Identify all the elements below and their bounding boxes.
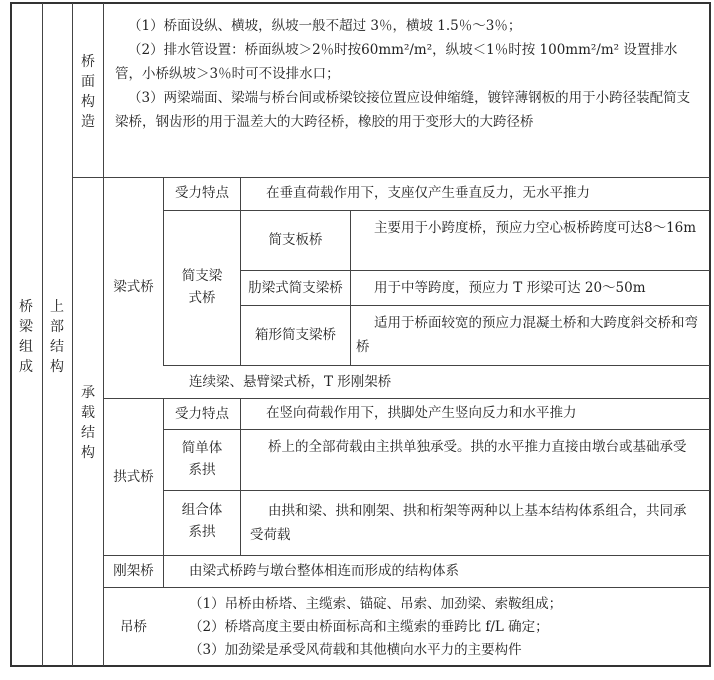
arch-force-text: 在竖向荷载作用下，拱脚处产生竖向反力和水平推力 <box>266 405 577 421</box>
grid-line <box>103 555 710 556</box>
grid-line <box>103 398 710 399</box>
grid-line <box>240 305 710 306</box>
bridge-deck-label: 桥面构造 <box>81 54 95 130</box>
suspension-item-2: （2）桥塔高度主要由桥面标高和主缆索的垂跨比 f/L 确定； <box>189 619 549 635</box>
grid-line <box>163 490 710 491</box>
simple-slab-label: 简支板桥 <box>268 232 323 248</box>
simple-arch-label: 简单体系拱 <box>181 440 223 478</box>
grid-line <box>163 210 710 211</box>
box-beam-label: 箱形简支梁桥 <box>255 327 336 343</box>
bridge-deck-item-1: （1）桥面设纵、横坡，纵坡一般不超过 3％，横坡 1.5％～3％； <box>128 18 522 34</box>
grid-line <box>240 270 710 271</box>
frame-bridge-text: 由梁式桥跨与墩台整体相连而形成的结构体系 <box>189 563 459 579</box>
superstructure-label: 上部结构 <box>50 299 64 375</box>
grid-line <box>163 555 164 587</box>
beam-bridge-label: 梁式桥 <box>113 279 154 295</box>
suspension-item-1: （1）吊桥由桥塔、主缆索、锚碇、吊索、加劲梁、索鞍组成； <box>189 596 563 612</box>
grid-line <box>163 429 710 430</box>
ribbed-beam-label: 肋梁式简支梁桥 <box>248 280 343 296</box>
grid-line <box>350 210 351 365</box>
suspension-item-3: （3）加劲梁是承受风荷载和其他横向水平力的主要构件 <box>189 642 522 658</box>
bridge-deck-item-2: （2）排水管设置：桥面纵坡＞2％时按60mm²/m²，纵坡＜1％时按 100mm²/m² 设置排水管，小桥纵坡＞3％时可不设排水口； <box>115 42 678 82</box>
combined-arch-label: 组合体系拱 <box>181 502 223 540</box>
beam-force-text: 在垂直荷载作用下，支座仅产生垂直反力，无水平推力 <box>266 185 590 201</box>
ribbed-beam-text: 用于中等跨度，预应力 T 形梁可达 20～50m <box>374 280 646 296</box>
combined-arch-text: 由拱和梁、拱和刚架、拱和桁架等两种以上基本结构体系组合，共同承受荷载 <box>250 503 687 543</box>
grid-line <box>163 177 164 365</box>
grid-line <box>163 365 710 366</box>
grid-line <box>72 177 710 178</box>
beam-force-label: 受力特点 <box>175 185 229 201</box>
box-beam-text: 适用于桥面较宽的预应力混凝土桥和大跨度斜交桥和弯桥 <box>356 315 698 355</box>
other-beam-types: 连续梁、悬臂梁式桥，T 形刚架桥 <box>189 374 392 390</box>
bridge-deck-item-3: （3）两梁端面、梁端与桥台间或桥梁铰接位置应设伸缩缝，镀锌薄钢板的用于小跨径装配简支梁桥，钢齿形的用于温差大的大跨径桥，橡胶的用于变形大的大跨径桥 <box>115 90 691 130</box>
bridge-composition-label: 桥梁组成 <box>19 299 33 375</box>
simple-beam-label: 简支梁式桥 <box>181 268 223 306</box>
grid-line <box>240 398 241 555</box>
simple-arch-text: 桥上的全部荷载由主拱单独承受。拱的水平推力直接由墩台或基础承受 <box>268 439 687 455</box>
bearing-structure-label: 承载结构 <box>81 385 95 461</box>
suspension-bridge-label: 吊桥 <box>120 619 147 635</box>
grid-line <box>72 3 73 666</box>
arch-bridge-label: 拱式桥 <box>113 469 154 485</box>
frame-bridge-label: 刚架桥 <box>113 563 154 579</box>
simple-slab-text: 主要用于小跨度桥，预应力空心板桥跨度可达8～16m <box>374 220 697 236</box>
arch-force-label: 受力特点 <box>175 406 229 422</box>
grid-line <box>103 587 710 588</box>
grid-line <box>42 3 43 666</box>
